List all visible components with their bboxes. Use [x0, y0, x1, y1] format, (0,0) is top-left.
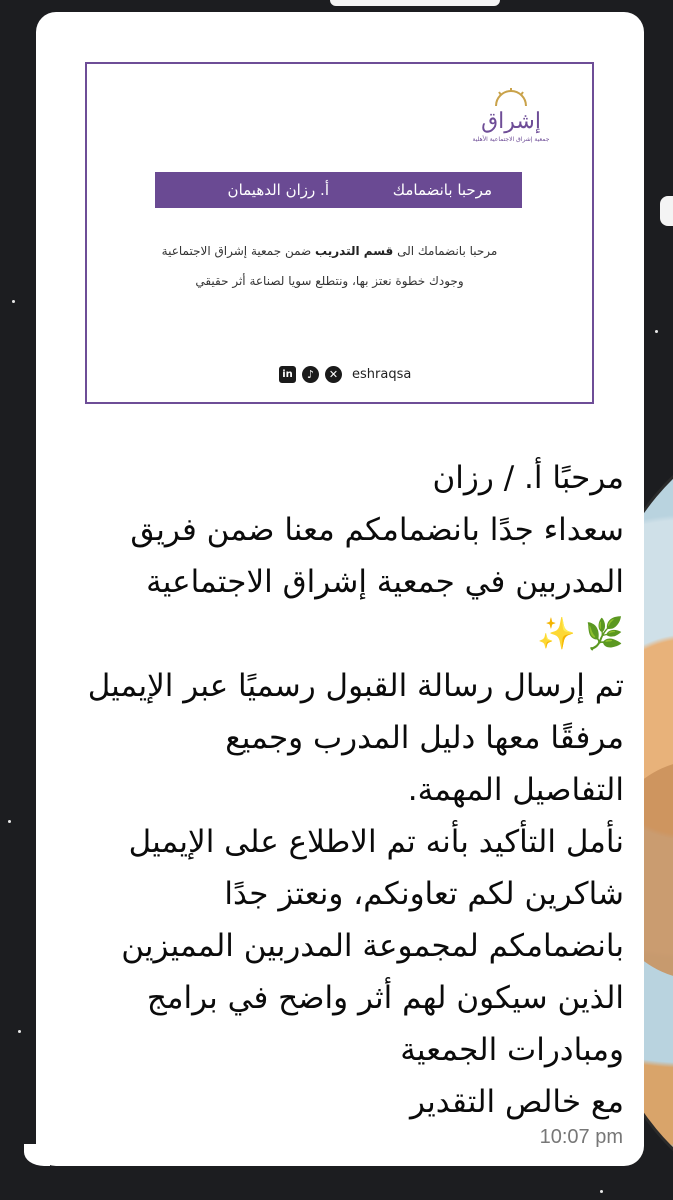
- card-body-bold: قسم التدريب: [315, 244, 394, 258]
- welcome-card-image[interactable]: [85, 62, 594, 404]
- emoji-line: 🌿 ✨: [536, 616, 624, 652]
- message-line: شاكرين لكم تعاونكم، ونعتز جدًا: [224, 876, 624, 912]
- linkedin-icon: in: [279, 366, 296, 383]
- star: [600, 1190, 603, 1193]
- message-line: مع خالص التقدير: [410, 1084, 624, 1120]
- star: [12, 300, 15, 303]
- banner-greeting: مرحبا بانضمامك: [392, 181, 492, 199]
- social-links: [279, 366, 411, 383]
- message-line: تم إرسال رسالة القبول رسميًا عبر الإيميل: [87, 668, 624, 704]
- logo-text: إشراق: [481, 109, 541, 134]
- banner-name: أ. رزان الدهيمان: [227, 181, 329, 199]
- eshraq-logo: [456, 88, 566, 154]
- logo-subtitle: جمعية إشراق الاجتماعية الأهلية: [472, 136, 550, 143]
- message-text: [64, 452, 624, 1128]
- message-line: مرفقًا معها دليل المدرب وجميع: [225, 720, 624, 756]
- x-icon: ✕: [325, 366, 342, 383]
- adjacent-bubble-edge: [660, 196, 673, 226]
- card-body-text: [107, 236, 552, 296]
- welcome-banner: [155, 172, 522, 208]
- previous-message-bubble: [330, 0, 500, 6]
- card-body-line-1: [107, 236, 552, 266]
- star: [655, 330, 658, 333]
- message-line: الذين سيكون لهم أثر واضح في برامج: [146, 980, 624, 1016]
- message-line: بانضمامكم لمجموعة المدربين المميزين: [121, 928, 624, 964]
- message-timestamp: 10:07 pm: [539, 1126, 623, 1148]
- tiktok-icon: ♪: [302, 366, 319, 383]
- card-body-line-2: وجودك خطوة نعتز بها، ونتطلع سويا لصناعة أثر حقيقي: [195, 274, 464, 288]
- message-line: ومبادرات الجمعية: [400, 1032, 624, 1068]
- message-line: المدربين في جمعية إشراق الاجتماعية: [146, 564, 624, 600]
- social-handle: eshraqsa: [352, 367, 412, 382]
- message-line: التفاصيل المهمة.: [407, 772, 624, 808]
- message-line: سعداء جدًا بانضمامكم معنا ضمن فريق: [130, 512, 624, 548]
- card-body-text-part: مرحبا بانضمامك الى: [393, 244, 498, 258]
- star: [18, 1030, 21, 1033]
- sun-icon: [488, 88, 534, 106]
- star: [8, 820, 11, 823]
- card-body-text-part: ضمن جمعية إشراق الاجتماعية: [161, 244, 316, 258]
- message-line: مرحبًا أ. / رزان: [432, 460, 624, 496]
- message-line: نأمل التأكيد بأنه تم الاطلاع على الإيميل: [128, 824, 624, 860]
